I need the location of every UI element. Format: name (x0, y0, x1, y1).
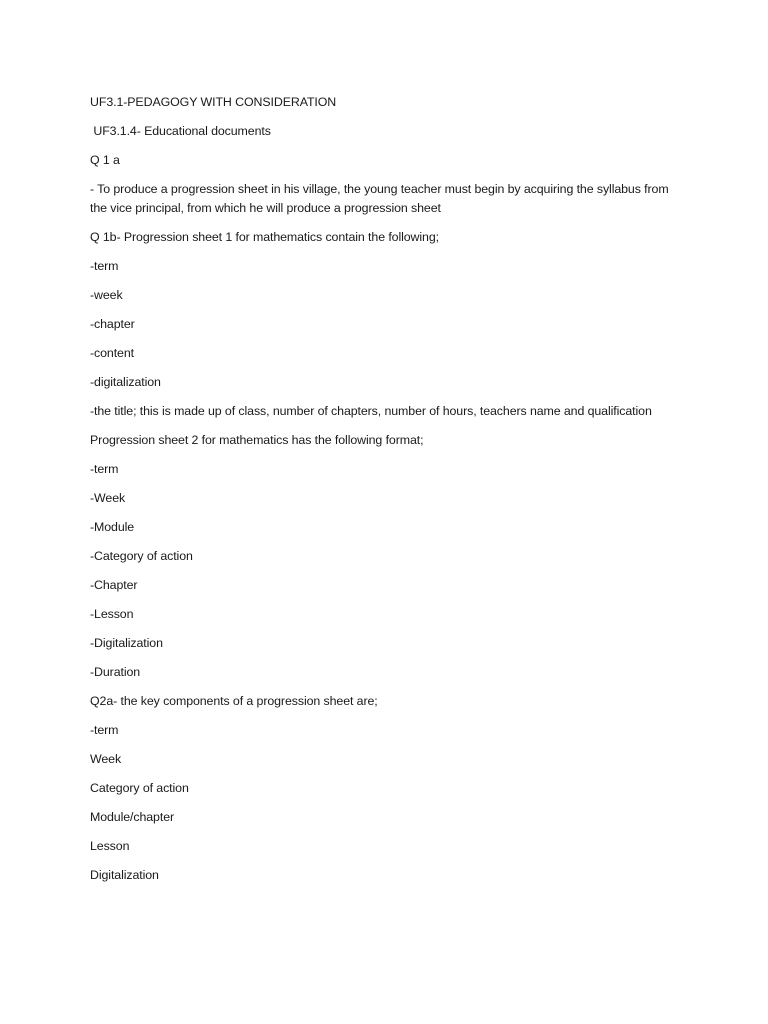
list-item: -Duration (90, 665, 141, 679)
question-heading: Q2a- the key components of a progression sheet are; (90, 694, 378, 708)
list-item: Week (90, 752, 122, 766)
list-item: -digitalization (90, 375, 161, 389)
list-item: -Digitalization (90, 636, 163, 650)
document-body (90, 93, 680, 895)
list-item: -term (90, 723, 119, 737)
list-item: Module/chapter (90, 810, 175, 824)
list-item: Lesson (90, 839, 130, 853)
list-item: -term (90, 259, 119, 273)
list-item: -Category of action (90, 549, 193, 563)
section-heading: Progression sheet 2 for mathematics has the following format; (90, 433, 424, 447)
heading-course-code: UF3.1-PEDAGOGY WITH CONSIDERATION (90, 95, 337, 109)
list-item: -Module (90, 520, 135, 534)
answer-paragraph: - To produce a progression sheet in his village, the young teacher must begin by acquiring the syllabus from the vice principal, from which he will produce a progression sheet (90, 182, 672, 215)
list-item: -content (90, 346, 134, 360)
list-item: Digitalization (90, 868, 159, 882)
question-heading: Q 1b- Progression sheet 1 for mathematics contain the following; (90, 230, 439, 244)
list-item: -Week (90, 491, 126, 505)
list-item: -Chapter (90, 578, 138, 592)
list-item: -term (90, 462, 119, 476)
list-item: Category of action (90, 781, 189, 795)
list-item: -Lesson (90, 607, 134, 621)
list-item: -the title; this is made up of class, number of chapters, number of hours, teachers name and qualification (90, 404, 652, 418)
heading-subunit: UF3.1.4- Educational documents (90, 124, 271, 138)
question-label: Q 1 a (90, 153, 120, 167)
list-item: -week (90, 288, 123, 302)
list-item: -chapter (90, 317, 135, 331)
